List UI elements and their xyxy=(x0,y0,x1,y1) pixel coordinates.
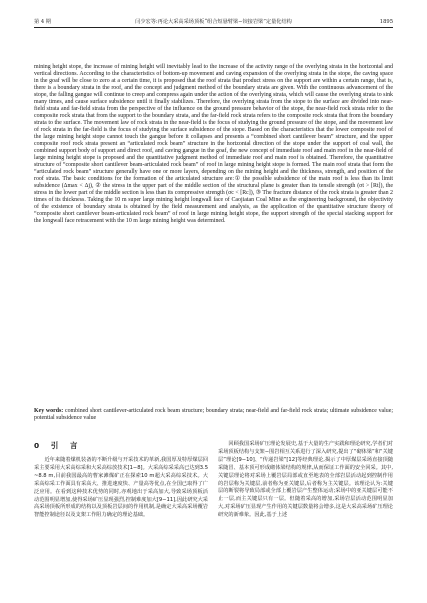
section-number: 0 xyxy=(34,441,41,450)
page-number: 1895 xyxy=(379,19,393,25)
abstract-body: mining height stope, the increase of mining height will inevitably lead to the increase of the activity range of the overlying strata in the horizontal and vertical directions. According to the characteristics of bottom-up movement and caving expansion of the overlying strata in the stope, the caving space in the goaf will be close to zero at a certain time, it is proposed that the roof strata that product stress on the support are within a certain range, that is, there is a boundary strata in the roof, and the concept and judgment method of the boundary strata are given. With the continuous advancement of the stope, the falling gangue will continue to creep and compress again under the action of the overlying strata, which will cause the overlying strata to sink many times, and cause surface subsidence until it finally stabilizes. Therefore, the overlying strata from the stope to the surface are divided into near-field strata and far-field strata from the perspective of the influence on the ground pressure behavior of the stope, the near-field rock strata refer to the composite rock strata that from the support to the boundary strata, and the far-field rock strata refers to the composite rock strata that from the boundary strata to the surface. The movement law of rock strata in the near-field is the focus of studying the ground pressure of the stope, and the movement law of rock strata in the far-field is the focus of studying the surface subsidence of the stope. Based on the characteristics that the lower composite roof of the large mining height stope cannot touch the gangue before it collapses and presents a “combined short cantilever beam” structure, and the upper composite roof rock strata present an “articulated rock beam” structure in the horizontal direction of the stope under the support of coal wall, the combined support body of support and direct roof, and caving gangue in the goaf, the new concept of immediate roof and main roof in the near-field of large mining height stope is proposed and the quantitative judgment method of immediate roof and main roof is obtained. Therefore, the quantitative structure of “composite short cantilever beam-articulated rock beam” of roof in large mining height stope is formed. The main roof strata that form the “articulated rock beam” structure generally have one or more layers, depending on the mining height and the thickness, strength, and position of the roof strata. The basic conditions for the formation of the articulated structure are:① the possible subsidence of the main roof is less than its limit subsidence (Δmax < Δj), ② the stress in the upper part of the middle section of the structural plane is greater than its tensile strength (σt > [Rt]), the stress in the lower part of the middle section is less than its compressive strength (σc < [Rc]), ③ The fracture distance of the rock strata is greater than 2 times of its thickness. Taking the 10 m super large mining height longwall face of Caojiatan Coal Mine as the engineering background, the objectivity of the existence of boundary strata is obtained by the field measurement and analysis, as the application of the quantitative structure theory of “composite short cantilever beam-articulated rock beam” of roof in large mining height stope, the support strength of the special stacking support for the longwall face retracement with the 10 m large mining height was determined. xyxy=(34,64,393,224)
section-title-char-2: 言 xyxy=(70,441,79,450)
keywords-label: Key words: xyxy=(34,408,64,414)
keywords xyxy=(34,408,393,422)
section-title-char-1: 引 xyxy=(50,441,60,450)
running-title: 闫少宏等:再论大采高采场顶板“组合短悬臂梁−铰接岩梁”定量化结构 xyxy=(135,19,292,25)
running-header xyxy=(34,17,393,28)
section-heading xyxy=(34,441,78,450)
issue-number: 第 4 期 xyxy=(34,19,51,25)
keywords-text: combined short cantilever-articulated rock beam structure; boundary strata; near-field and far-field rock strata; ultimate subsidence value; potential subsidence value xyxy=(34,408,393,421)
intro-left-column: 近年来随着煤机装备的不断升级与开采技术的革新,我国厚及特厚煤层回采主要采用大采高综采和大采高综放技术[1−8]。大采高综采采高已达到3.5~8.8 m,目前我国最高的曹家滩煤矿正在探索10 m超大采高综采技术。大采高综采工作面具有采高大、推进速度快、产量高等优点,在全国已取得了广泛应用。在看到这种技术优势的同时,亦观地出于采高加大,导致采场顶板活动范围明显增加,使得采场矿压显现强烈,控制难度加大[9−11],因此研究大采高采场顶板所形成的结构以及顶板岩层间的作用机制,是确定大采高采场覆岩智能控制途径以及支架工作阻力确定的理论基础。 xyxy=(34,457,208,519)
intro-right-column: 回顾我国采场矿压理论发展史,基于大量的生产实践和理论研究,学者们对采场顶板结构与支架−围岩相互关系进行了深入研究,提出了“砌体梁”和“关键层”理论[9−10]、“传递岩梁”[12]等经典理论,揭示了中厚煤层采场直接顶随采随冒、基本顶可形成砌体梁结构的规律,从而保证工作面的安全回采。其中,关键层理论将对采场上覆岩层局部或直至地表的全部岩层活动起到控制作用的岩层称为关键层,前者称为亚关键层,后者称为主关键层。该理论认为:关键层的断裂将导致局部或全部上覆岩层产生整体运动;采场中的亚关键层可能不止一层,而主关键层只有一层。但随着采高的增加,采场岩层活动范围明显加大,对采场矿压显现产生作用的关键层数量将会增多,这是大采高采场矿压理论研究的新难象。因此,基于上述 xyxy=(218,441,393,519)
